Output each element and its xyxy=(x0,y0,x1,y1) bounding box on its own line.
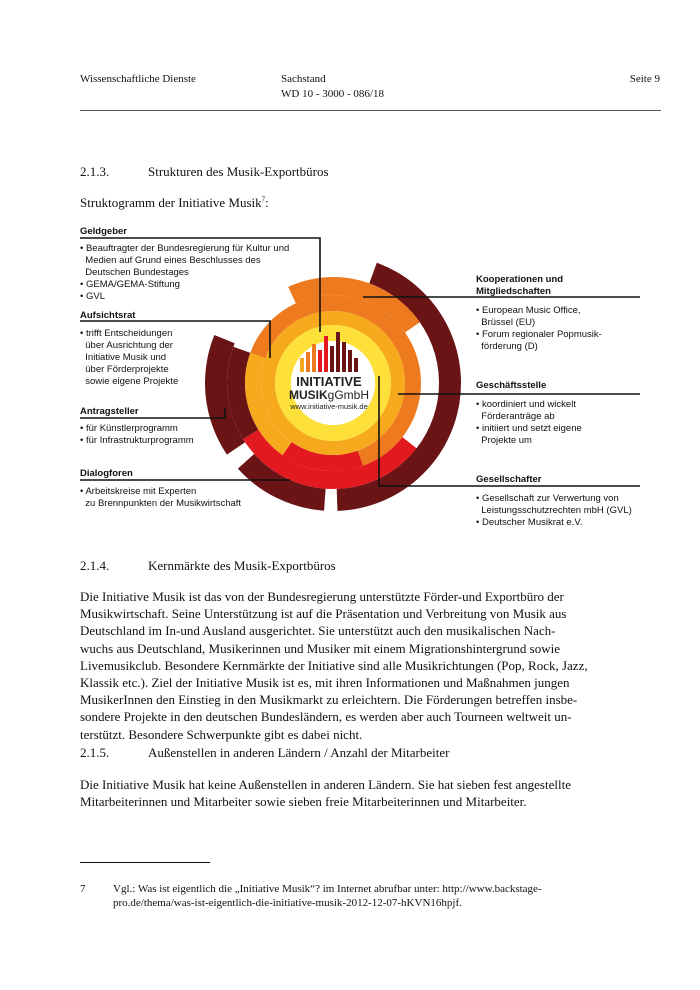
svg-text:• European Music Office,: • European Music Office, xyxy=(476,305,581,316)
svg-text:förderung (D): förderung (D) xyxy=(476,341,538,352)
equalizer-bar xyxy=(336,332,340,372)
header-page-number: Seite 9 xyxy=(629,73,660,85)
svg-text:Leistungsschutzrechten mbH (GV: Leistungsschutzrechten mbH (GVL) xyxy=(476,505,632,516)
svg-text:• koordiniert und wickelt: • koordiniert und wickelt xyxy=(476,399,576,410)
paragraph-line: wuchs aus Deutschland, Musikerinnen und Musiker mit einem Migrationshintergrund sowie xyxy=(80,640,560,656)
svg-text:Geschäftsstelle: Geschäftsstelle xyxy=(476,380,547,391)
label-geschaeftsstelle xyxy=(476,380,582,446)
paragraph-line: Deutschland im In-und Ausland ausgerichtet. Sie unterstützt auch den musikalischen Nach- xyxy=(80,623,556,639)
paragraph-line: MusikerInnen den Einstieg in den Musikmarkt zu erleichtern. Die Förderungen betreffen insbe- xyxy=(80,692,578,708)
footnote-line: Vgl.: Was ist eigentlich die „Initiative Musik“? im Internet abrufbar unter: http://www.backstage- xyxy=(113,883,542,895)
header-left: Wissenschaftliche Dienste xyxy=(80,73,196,85)
figure-caption-suffix: : xyxy=(265,195,269,210)
section-title: Strukturen des Musik-Exportbüros xyxy=(148,164,329,179)
equalizer-bar xyxy=(312,344,316,372)
equalizer-bar xyxy=(300,358,304,372)
svg-text:Deutschen Bundestages: Deutschen Bundestages xyxy=(80,267,189,278)
svg-text:Medien auf Grund eines Beschlu: Medien auf Grund eines Beschlusses des xyxy=(80,255,261,266)
section-title: Kernmärkte des Musik-Exportbüros xyxy=(148,558,336,573)
paragraph-aussenstellen xyxy=(80,776,660,810)
footnote-number: 7 xyxy=(80,883,86,895)
section-title: Außenstellen in anderen Ländern / Anzahl der Mitarbeiter xyxy=(148,745,450,760)
svg-text:• GVL: • GVL xyxy=(80,291,105,302)
paragraph-line: Die Initiative Musik hat keine Außenstellen in anderen Ländern. Sie hat sieben fest angestellte xyxy=(80,777,571,792)
logo-url: www.initiative-musik.de xyxy=(290,402,368,411)
svg-text:Gesellschafter: Gesellschafter xyxy=(476,474,542,485)
equalizer-bar xyxy=(342,342,346,372)
paragraph-line: Mitarbeiterinnen und Mitarbeiter sowie sieben freie Mitarbeiterinnen und Mitarbeiter. xyxy=(80,794,527,810)
svg-text:Förderanträge ab: Förderanträge ab xyxy=(476,411,555,422)
section-number: 2.1.4. xyxy=(80,558,110,573)
svg-text:• initiiert und setzt eigene: • initiiert und setzt eigene xyxy=(476,423,582,434)
equalizer-bar xyxy=(318,350,322,372)
equalizer-bar xyxy=(348,350,352,372)
section-number: 2.1.3. xyxy=(80,164,110,179)
svg-text:• GEMA/GEMA-Stiftung: • GEMA/GEMA-Stiftung xyxy=(80,279,180,290)
svg-text:über Ausrichtung der: über Ausrichtung der xyxy=(80,340,173,351)
svg-text:• Deutscher Musikrat e.V.: • Deutscher Musikrat e.V. xyxy=(476,517,583,528)
equalizer-bar xyxy=(330,346,334,372)
svg-text:• Beauftragter der Bundesregie: • Beauftragter der Bundesregierung für Kultur und xyxy=(80,243,290,254)
paragraph-line: Die Initiative Musik ist das von der Bundesregierung unterstützte Förder-und Exportbüro der xyxy=(80,589,564,604)
logo-initiative: INITIATIVE xyxy=(296,374,362,389)
paragraph-line: Klassik etc.). Ziel der Initiative Musik ist es, mit ihren Informationen und Maßnahmen jungen xyxy=(80,675,570,691)
logo-musik: MUSIKgGmbH xyxy=(288,388,370,402)
label-dialogforen xyxy=(80,468,241,509)
label-antragsteller xyxy=(80,406,194,446)
paragraph-line: sondere Projekte in den deutschen Bundesländern, es werden aber auch Tourneen weltweit un- xyxy=(80,709,572,725)
svg-text:zu Brennpunkten der Musikwirts: zu Brennpunkten der Musikwirtschaft xyxy=(80,498,242,509)
equalizer-bar xyxy=(324,336,328,372)
label-gesellschafter xyxy=(476,474,632,528)
footnote-divider xyxy=(80,862,210,863)
svg-text:• für Infrastrukturprogramm: • für Infrastrukturprogramm xyxy=(80,435,194,446)
svg-text:Mitgliedschaften: Mitgliedschaften xyxy=(476,286,551,297)
svg-text:• trifft Entscheidungen: • trifft Entscheidungen xyxy=(80,328,173,339)
paragraph-line: terstützt. Besondere Schwerpunkte gibt es dabei nicht. xyxy=(80,726,363,742)
svg-text:Kooperationen und: Kooperationen und xyxy=(476,274,564,285)
svg-text:über Förderprojekte: über Förderprojekte xyxy=(80,364,169,375)
figure-caption-text: Struktogramm der Initiative Musik xyxy=(80,195,262,210)
svg-text:Antragsteller: Antragsteller xyxy=(80,406,139,417)
label-kooperationen xyxy=(476,274,602,352)
equalizer-bar xyxy=(354,358,358,372)
header-doc-type: Sachstand xyxy=(281,73,326,85)
paragraph-kernmaerkte xyxy=(80,588,660,743)
svg-text:• Forum regionaler Popmusik-: • Forum regionaler Popmusik- xyxy=(476,329,602,340)
header-doc-number: WD 10 - 3000 - 086/18 xyxy=(281,88,384,100)
svg-text:Dialogforen: Dialogforen xyxy=(80,468,133,479)
svg-text:• Gesellschaft zur Verwertung: • Gesellschaft zur Verwertung von xyxy=(476,493,619,504)
paragraph-line: Musikwirtschaft. Seine Unterstützung ist auf die Präsentation und Verbreitung von Musik aus xyxy=(80,606,567,622)
svg-text:sowie eigene Projekte: sowie eigene Projekte xyxy=(80,376,179,387)
svg-text:Projekte um: Projekte um xyxy=(476,435,532,446)
footnote-ref[interactable]: 7 xyxy=(261,195,266,204)
paragraph-line: Livemusikclub. Besondere Kernmärkte der Initiative sind alle Musikrichtungen (Pop, Rock, Jazz, xyxy=(80,657,588,673)
footnote-line: pro.de/thema/was-ist-eigentlich-die-initiative-musik-2012-12-07-hKVN16hpjf. xyxy=(113,897,462,909)
svg-text:• für Künstlerprogramm: • für Künstlerprogramm xyxy=(80,423,178,434)
equalizer-bar xyxy=(306,352,310,372)
svg-text:Aufsichtsrat: Aufsichtsrat xyxy=(80,310,136,321)
svg-text:Brüssel (EU): Brüssel (EU) xyxy=(476,317,536,328)
footnote-text xyxy=(113,882,673,910)
svg-text:• Arbeitskreise mit Experten: • Arbeitskreise mit Experten xyxy=(80,486,197,497)
svg-text:Geldgeber: Geldgeber xyxy=(80,226,127,237)
section-number: 2.1.5. xyxy=(80,745,110,760)
svg-text:Initiative Musik und: Initiative Musik und xyxy=(80,352,167,363)
